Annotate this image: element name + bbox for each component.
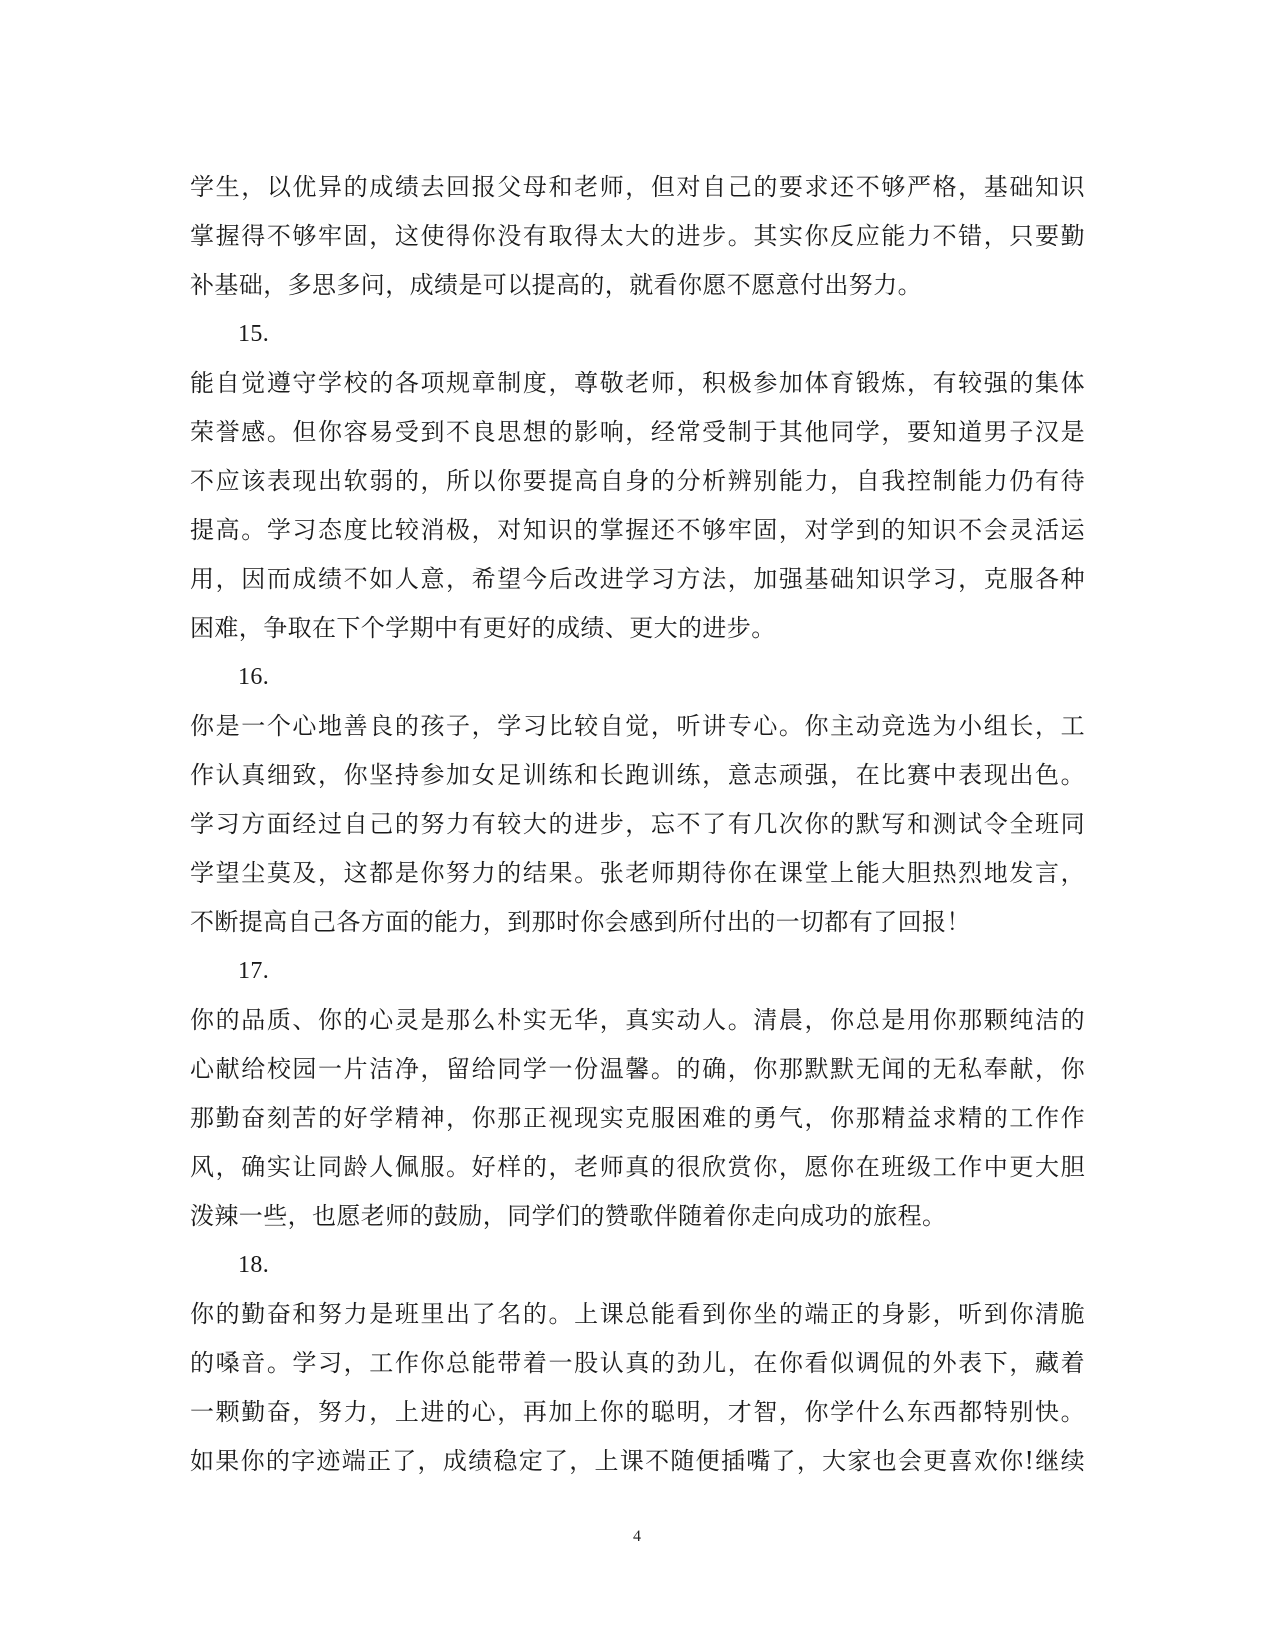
text-line: 一颗勤奋，努力，上进的心，再加上你的聪明，才智，你学什么东西都特别快。: [190, 1398, 1085, 1426]
text-line: 能自觉遵守学校的各项规章制度，尊敬老师，积极参加体育锻炼，有较强的集体: [190, 369, 1085, 397]
item-number: 16.: [238, 664, 270, 690]
text-line: 心献给校园一片洁净，留给同学一份温馨。的确，你那默默无闻的无私奉献，你: [190, 1055, 1085, 1083]
text-line: 如果你的字迹端正了，成绩稳定了，上课不随便插嘴了，大家也会更喜欢你!继续: [190, 1447, 1085, 1475]
item-number: 15.: [238, 321, 270, 347]
text-line: 学习方面经过自己的努力有较大的进步，忘不了有几次你的默写和测试令全班同: [190, 810, 1085, 838]
text-line: 不应该表现出软弱的，所以你要提高自身的分析辨别能力，自我控制能力仍有待: [190, 467, 1085, 495]
text-line: 风，确实让同龄人佩服。好样的，老师真的很欣赏你，愿你在班级工作中更大胆: [190, 1153, 1085, 1181]
text-line: 掌握得不够牢固，这使得你没有取得太大的进步。其实你反应能力不错，只要勤: [190, 222, 1085, 250]
text-line: 学望尘莫及，这都是你努力的结果。张老师期待你在课堂上能大胆热烈地发言，: [190, 859, 1085, 887]
text-line: 困难，争取在下个学期中有更好的成绩、更大的进步。: [190, 614, 776, 642]
text-line: 学生，以优异的成绩去回报父母和老师，但对自己的要求还不够严格，基础知识: [190, 173, 1085, 201]
text-line: 那勤奋刻苦的好学精神，你那正视现实克服困难的勇气，你那精益求精的工作作: [190, 1104, 1085, 1132]
text-line: 你的品质、你的心灵是那么朴实无华，真实动人。清晨，你总是用你那颗纯洁的: [190, 1006, 1085, 1034]
document-body: [190, 163, 1085, 1486]
text-line: 荣誉感。但你容易受到不良思想的影响，经常受制于其他同学，要知道男子汉是: [190, 418, 1085, 446]
text-line: 作认真细致，你坚持参加女足训练和长跑训练，意志顽强，在比赛中表现出色。: [190, 761, 1085, 789]
text-line: 泼辣一些，也愿老师的鼓励，同学们的赞歌伴随着你走向成功的旅程。: [190, 1202, 947, 1230]
item-number: 17.: [238, 958, 270, 984]
text-line: 提高。学习态度比较消极，对知识的掌握还不够牢固，对学到的知识不会灵活运: [190, 516, 1085, 544]
item-number: 18.: [238, 1252, 270, 1278]
text-line: 的嗓音。学习，工作你总能带着一股认真的劲儿，在你看似调侃的外表下，藏着: [190, 1349, 1085, 1377]
text-line: 不断提高自己各方面的能力，到那时你会感到所付出的一切都有了回报！: [190, 908, 971, 936]
text-line: 补基础，多思多问，成绩是可以提高的，就看你愿不愿意付出努力。: [190, 271, 922, 299]
text-line: 你的勤奋和努力是班里出了名的。上课总能看到你坐的端正的身影，听到你清脆: [190, 1300, 1085, 1328]
page-number: 4: [633, 1528, 641, 1545]
text-line: 你是一个心地善良的孩子，学习比较自觉，听讲专心。你主动竞选为小组长，工: [190, 712, 1085, 740]
text-line: 用，因而成绩不如人意，希望今后改进学习方法，加强基础知识学习，克服各种: [190, 565, 1085, 593]
